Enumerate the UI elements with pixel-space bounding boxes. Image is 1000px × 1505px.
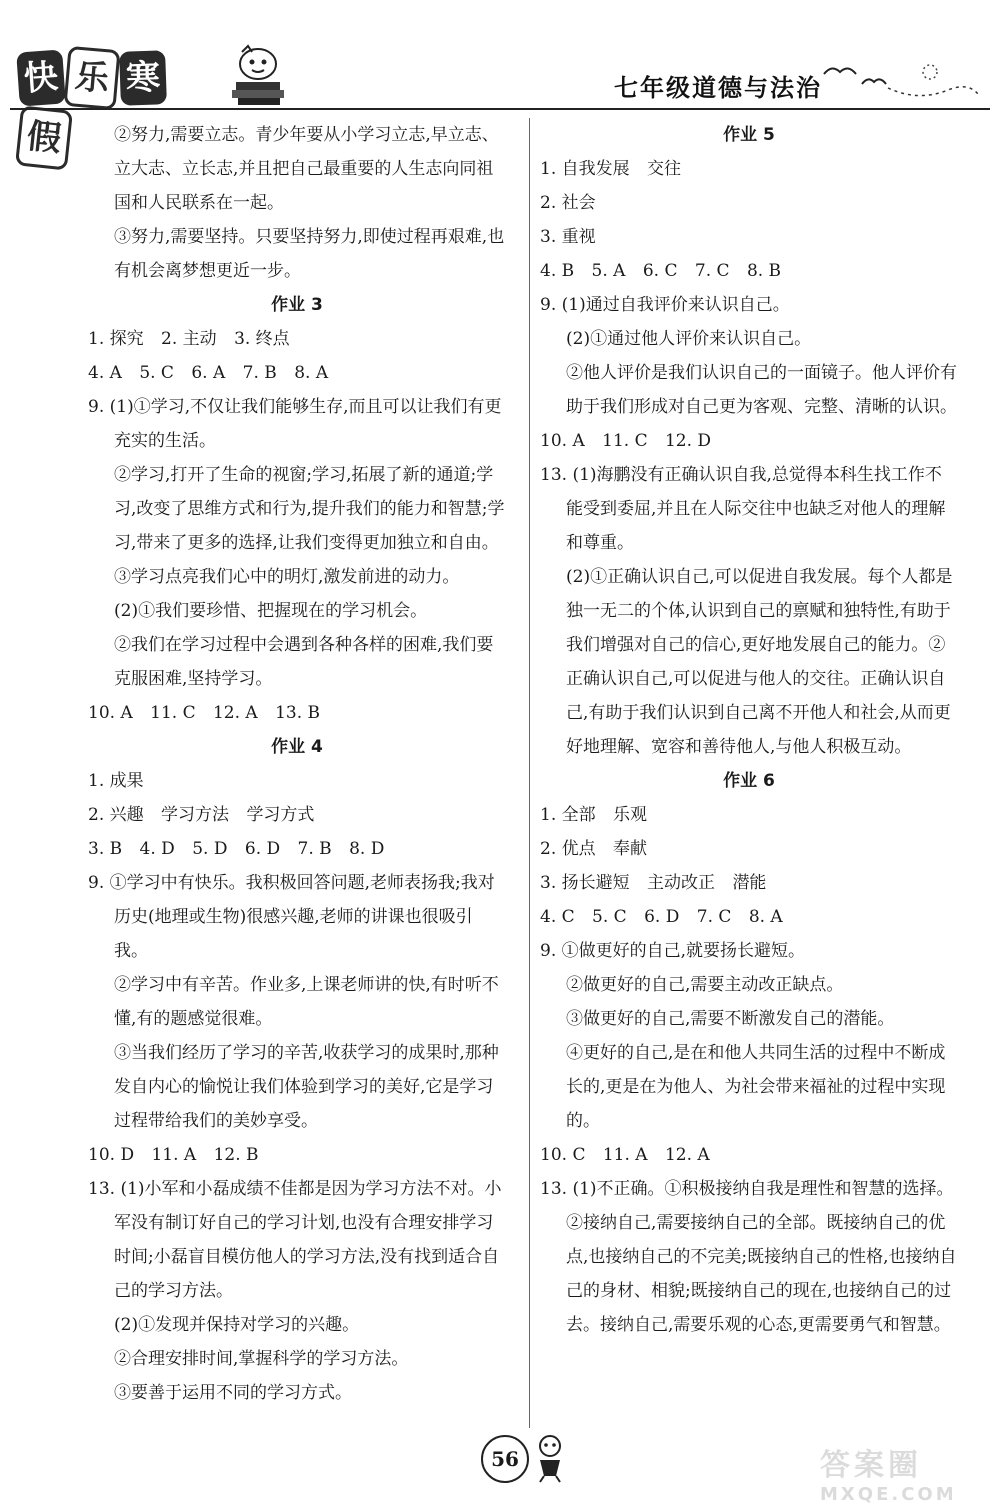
answer-item: 4. C [540, 907, 575, 927]
left-column [88, 118, 506, 1410]
answer-item: 7. C [694, 261, 730, 281]
answer-item: 5. D [192, 839, 228, 859]
answer-paragraph: ③当我们经历了学习的辛苦,收获学习的成果时,那种发自内心的愉悦让我们体验到学习的美好,它是学习过程带给我们的美妙享受。 [114, 1043, 499, 1131]
answer-paragraph: ③要善于运用不同的学习方式。 [114, 1383, 352, 1403]
answer-paragraph: ②接纳自己,需要接纳自己的全部。既接纳自己的优点,也接纳自己的不完美;既接纳自己的性格,也接纳自己的身材、相貌;既接纳自己的现在,也接纳自己的过去。接纳自己,需要乐观的心态,更需要勇气和智慧。 [566, 1213, 957, 1335]
homework-3-title: 作业 3 [271, 295, 323, 315]
answer-item: 12. B [213, 1145, 259, 1165]
answer-item: 6. D [644, 907, 680, 927]
answer-line [540, 152, 958, 186]
answer-item: 8. A [748, 907, 783, 927]
answer-line [88, 1138, 506, 1172]
answer-paragraph: 9. ①做更好的自己,就要扬长避短。 [540, 941, 806, 961]
answer-paragraph: ②学习,打开了生命的视窗;学习,拓展了新的通道;学习,改变了思维方式和行为,提升我们的能力和智慧;学习,带来了更多的选择,让我们变得更加独立和自由。 [114, 465, 505, 553]
answer-paragraph: 13. (1)海鹏没有正确认识自我,总觉得本科生找工作不能受到委屈,并且在人际交往中也缺乏对他人的理解和尊重。 [540, 465, 946, 553]
answer-item: 2. 优点 [540, 839, 596, 859]
right-column [540, 118, 958, 1342]
homework-4-title: 作业 4 [271, 737, 323, 757]
answer-paragraph: (2)①正确认识自己,可以促进自我发展。每个人都是独一无二的个体,认识到自己的禀赋和独特性,有助于我们增强对自己的信心,更好地发展自己的能力。②正确认识自己,可以促进与他人的交往。正确认识自己,有助于我们认识到自己离不开他人和社会,从而更好地理解、宽容和善待他人,与他人积极互动。 [566, 567, 953, 757]
answer-item: 12. A [212, 703, 258, 723]
answer-line [540, 900, 958, 934]
answer-item: 5. A [591, 261, 626, 281]
answer-item: 主动改正 [647, 873, 716, 893]
answer-item: 2. 兴趣 [88, 805, 144, 825]
answer-item: 学习方式 [246, 805, 315, 825]
header-rule [10, 108, 990, 110]
answer-line: 1. 成果 [88, 771, 144, 791]
answer-paragraph: 9. (1)通过自我评价来认识自己。 [540, 295, 790, 315]
answer-item: 4. D [139, 839, 175, 859]
answer-line [540, 1138, 958, 1172]
answer-paragraph: 9. (1)①学习,不仅让我们能够生存,而且可以让我们有更充实的生活。 [88, 397, 502, 451]
logo-char: 乐 [63, 46, 120, 110]
answer-item: 11. C [150, 703, 196, 723]
answer-paragraph: 13. (1)小军和小磊成绩不佳都是因为学习方法不对。小军没有制订好自己的学习计划,也没有合理安排学习时间;小磊盲目模仿他人的学习方法,没有找到适合自己的学习方法。 [88, 1179, 502, 1301]
answer-item: 12. D [664, 431, 712, 451]
answer-paragraph: ④更好的自己,是在和他人共同生活的过程中不断成长的,更是在为他人、为社会带来福祉的过程中实现的。 [566, 1043, 946, 1131]
answer-line [540, 832, 958, 866]
answer-line [88, 798, 506, 832]
answer-item: 1. 自我发展 [540, 159, 630, 179]
answer-item: 7. B [297, 839, 332, 859]
answer-item: 6. D [244, 839, 281, 859]
answer-item: 8. B [746, 261, 782, 281]
answer-line: 3. 重视 [540, 227, 596, 247]
answer-item: 1. 全部 [540, 805, 596, 825]
answer-item: 6. A [191, 363, 226, 383]
book-logo [18, 48, 218, 160]
answer-line [88, 832, 506, 866]
answer-item: 7. C [696, 907, 732, 927]
answer-item: 潜能 [732, 873, 767, 893]
answer-line [540, 798, 958, 832]
answer-item: 7. B [242, 363, 277, 383]
answer-paragraph: 9. ①学习中有快乐。我积极回答问题,老师表扬我;我对历史(地理或生物)很感兴趣,老师的讲课也很吸引我。 [88, 873, 495, 961]
page-number: 56 [481, 1435, 529, 1483]
watermark-url: MXQE.COM [820, 1484, 957, 1505]
answer-paragraph: (2)①通过他人评价来认识自己。 [566, 329, 812, 349]
answer-line [88, 696, 506, 730]
answer-item: 学习方法 [161, 805, 230, 825]
answer-item: 4. A [88, 363, 122, 383]
answer-paragraph: ②合理安排时间,掌握科学的学习方法。 [114, 1349, 409, 1369]
mascot-icon [532, 1432, 568, 1484]
answer-item: 3. 终点 [234, 329, 290, 349]
intro-paragraph: ②努力,需要立志。青少年要从小学习立志,早立志、立大志、立长志,并且把自己最重要的人生志向同祖国和人民联系在一起。 [114, 125, 499, 213]
answer-item: 8. D [349, 839, 385, 859]
answer-item: 12. A [664, 1145, 710, 1165]
answer-item: 6. C [642, 261, 678, 281]
answer-item: 13. B [275, 703, 321, 723]
answer-item: 2. 主动 [161, 329, 217, 349]
answer-line [88, 356, 506, 390]
watermark-title: 答案圈 [820, 1448, 922, 1483]
answer-paragraph: (2)①我们要珍惜、把握现在的学习机会。 [114, 601, 428, 621]
logo-char: 寒 [119, 50, 167, 106]
column-divider [529, 118, 530, 1428]
answer-line: 2. 社会 [540, 193, 596, 213]
answer-item: 3. 扬长避短 [540, 873, 630, 893]
answer-item: 1. 探究 [88, 329, 144, 349]
homework-5-title: 作业 5 [723, 125, 775, 145]
answer-item: 5. C [139, 363, 174, 383]
answer-paragraph: (2)①发现并保持对学习的兴趣。 [114, 1315, 360, 1335]
answer-item: 乐观 [613, 805, 648, 825]
answer-line [540, 424, 958, 458]
answer-item: 5. C [592, 907, 627, 927]
answer-line [540, 254, 958, 288]
answer-paragraph: ②做更好的自己,需要主动改正缺点。 [566, 975, 844, 995]
answer-paragraph: ②他人评价是我们认识自己的一面镜子。他人评价有助于我们形成对自己更为客观、完整、清晰的认识。 [566, 363, 957, 417]
intro-paragraph: ③努力,需要坚持。只要坚持努力,即使过程再艰难,也有机会离梦想更近一步。 [114, 227, 505, 281]
answer-paragraph: ②学习中有辛苦。作业多,上课老师讲的快,有时听不懂,有的题感觉很难。 [114, 975, 499, 1029]
logo-char: 快 [16, 49, 66, 106]
answer-paragraph: ③做更好的自己,需要不断激发自己的潜能。 [566, 1009, 895, 1029]
answer-line [540, 866, 958, 900]
answer-item: 10. D [88, 1145, 135, 1165]
answer-item: 11. C [602, 431, 648, 451]
answer-item: 奉献 [613, 839, 648, 859]
subject-title: 七年级道德与法治 [614, 74, 822, 102]
answer-line [88, 322, 506, 356]
homework-6-title: 作业 6 [723, 771, 775, 791]
answer-item: 10. C [540, 1145, 586, 1165]
answer-paragraph: ③学习点亮我们心中的明灯,激发前进的动力。 [114, 567, 460, 587]
answer-paragraph: 13. (1)不正确。①积极接纳自我是理性和智慧的选择。 [540, 1179, 954, 1199]
answer-item: 11. A [151, 1145, 197, 1165]
answer-item: 11. A [602, 1145, 648, 1165]
mascot-icon [222, 42, 292, 108]
answer-item: 4. B [540, 261, 575, 281]
watermark [820, 1440, 990, 1505]
answer-item: 10. A [540, 431, 585, 451]
logo-char: 假 [15, 105, 73, 170]
answer-item: 交往 [647, 159, 682, 179]
answer-paragraph: ②我们在学习过程中会遇到各种各样的困难,我们要克服困难,坚持学习。 [114, 635, 494, 689]
answer-item: 8. A [294, 363, 329, 383]
answer-item: 3. B [88, 839, 123, 859]
answer-item: 10. A [88, 703, 133, 723]
birds-icon [818, 54, 988, 104]
